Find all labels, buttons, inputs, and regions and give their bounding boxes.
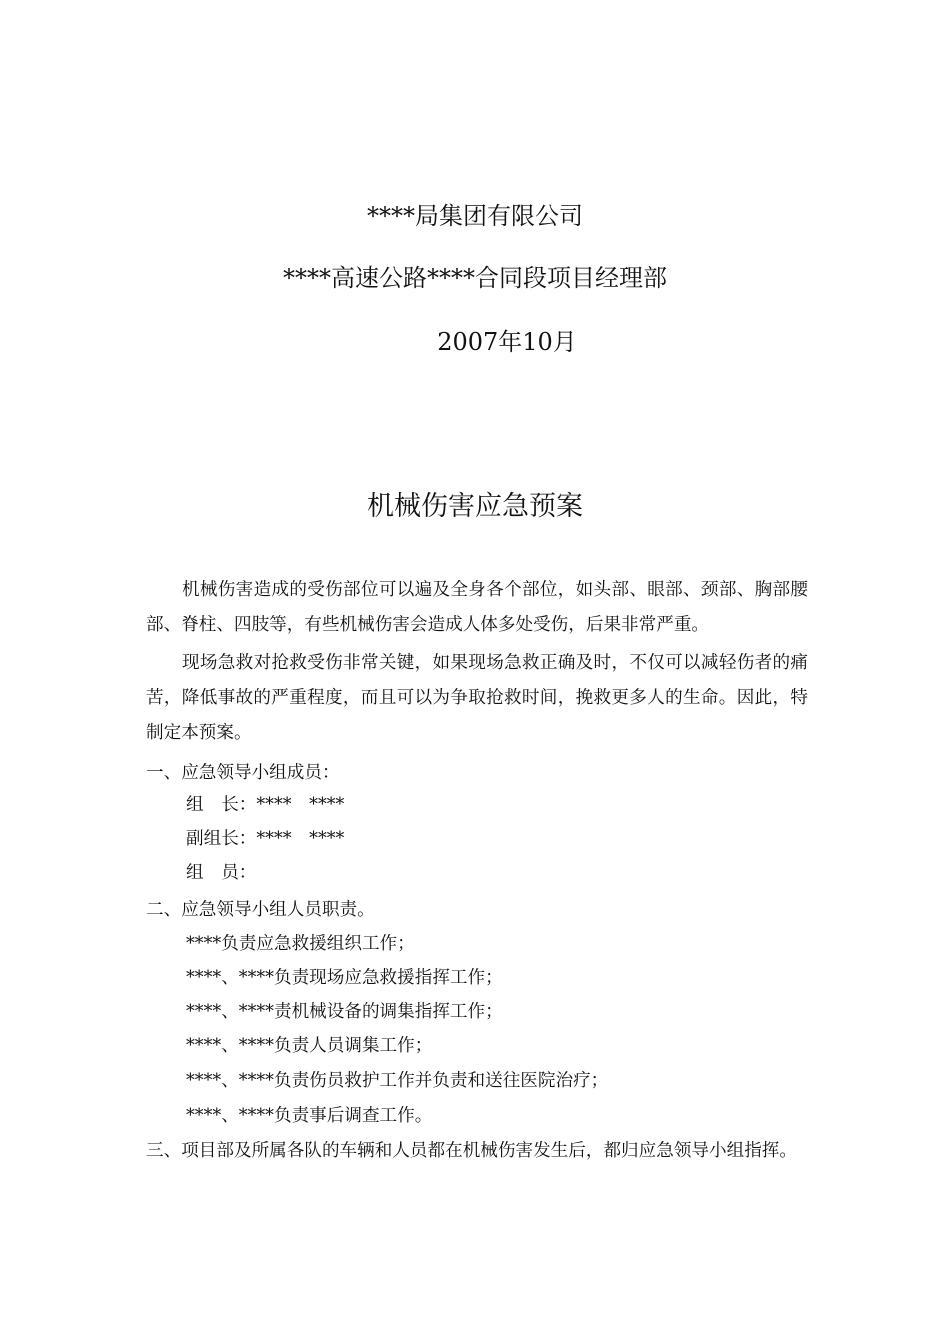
section-1-heading: 一、应急领导小组成员： [146,763,340,783]
duty-item: ****、****负责伤员救护工作并负责和送往医院治疗； [186,1071,609,1091]
section-2-heading: 二、应急领导小组人员职责。 [146,900,375,920]
document-date: 2007年10月 [437,328,577,356]
document-title: 机械伤害应急预案 [367,491,583,522]
member-deputy-leader: 副组长：**** **** [186,829,345,849]
duty-item: ****、****负责人员调集工作； [186,1036,433,1056]
duty-item: ****、****负责现场应急救援指挥工作； [186,968,503,988]
intro-paragraph-1: 机械伤害造成的受伤部位可以遍及全身各个部位，如头部、眼部、颈部、胸部腰部、脊柱、四肢等，有些机械伤害会造成人体多处受伤，后果非常严重。 [146,580,808,635]
company-name: ****局集团有限公司 [367,202,583,230]
member-members: 组 员： [186,863,257,883]
project-department: ****高速公路****合同段项目经理部 [283,264,667,292]
duty-item: ****、****责机械设备的调集指挥工作； [186,1002,503,1022]
section-3-text: 三、项目部及所属各队的车辆和人员都在机械伤害发生后，都归应急领导小组指挥。 [146,1141,797,1161]
intro-paragraph-2: 现场急救对抢救受伤非常关键，如果现场急救正确及时，不仅可以减轻伤者的痛苦，降低事故的严重程度，而且可以为争取抢救时间，挽救更多人的生命。因此，特制定本预案。 [146,653,808,743]
duty-item: ****、****负责事后调查工作。 [186,1106,433,1126]
member-leader: 组 长：**** **** [186,795,345,815]
duty-item: ****负责应急救援组织工作； [186,934,415,954]
